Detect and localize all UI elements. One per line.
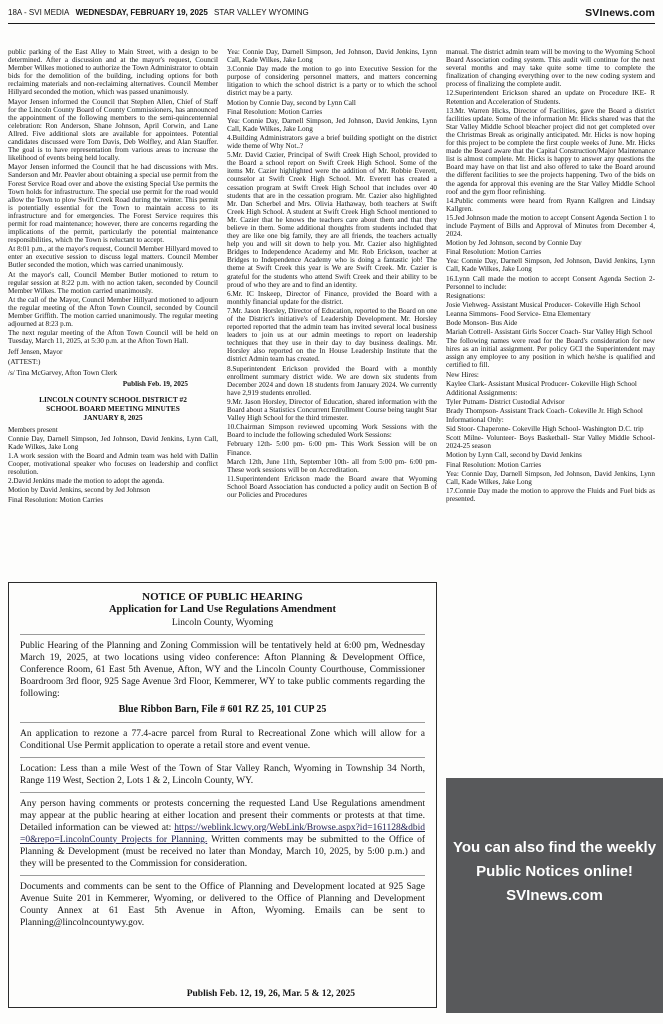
paragraph: Motion by David Jenkins, second by Jed Johnson bbox=[8, 486, 151, 495]
notice-county: Lincoln County, Wyoming bbox=[171, 617, 274, 628]
paragraph: 13.Mr. Warren Hicks, Director of Facilities, gave the Board a district facilities update. Some of the information Mr. Hicks shared was that the Star Valley Middle School bleacher project did not get completed over the Christmas Break as originally anticipated. Mr. Hicks is now hoping for this project to be complete the first couple weeks of June. Mr. Hicks made the Board aware that the Capital Construction/Major Maintenance list is almost complete. Mr. Hicks is happy to answer any questions the Board may have on that list and also offered to take the Board around the different facilities to see the projects happening. Two of the bids on the agenda for approval this evening are the Star Valley Middle School roof and the gym floor refinishing. bbox=[446, 106, 655, 196]
heading-line: SCHOOL BOARD MEETING MINUTES bbox=[46, 403, 180, 413]
notice-comments-text: Any person having comments or protests concerning the requested Land Use Regulations amendment may appear at the public hearing at either location and present their comments or protests at that time. Detailed information can be viewed at: bbox=[20, 798, 425, 833]
paragraph: 14.Public comments were heard from Ryann Kallgren and Lindsay Kallgren. bbox=[446, 196, 655, 213]
paragraph: At the mayor's call, Council Member Butler motioned to return to regular session at 8:22 p.m. with no action taken, seconded by Council Member Wilkes. The motion carried unanimously. bbox=[8, 270, 218, 295]
divider bbox=[20, 792, 425, 793]
paragraph: The next regular meeting of the Afton Town Council will be held on Tuesday, March 11, 2025, at 5:30 p.m. at the Afton Town Hall. bbox=[8, 329, 218, 346]
paragraph: At the call of the Mayor, Council Member Hillyard motioned to adjourn the regular meeting of the Afton Town Council, seconded by Council Member Griffith. The motion carried unanimously. The regular meeting adjourned at 8:23 p.m. bbox=[8, 295, 218, 329]
weblink-url[interactable]: https://weblink.lcwy.org/WebLink/Browse.aspx?id=161128&dbid=0&repo=LincolnCounty Projects for Planning. bbox=[20, 822, 425, 845]
paragraph: Yea: Connie Day, Darnell Simpson, Jed Johnson, David Jenkins, Lynn Call, Kade Wilkes, Jake Long bbox=[446, 469, 655, 486]
heading-line: JANUARY 8, 2025 bbox=[83, 412, 143, 422]
paragraph: 1.A work session with the Board and Admin team was held with Dallin Cooper, motivational speaker who focuses on leadership and conflict resolution. bbox=[8, 452, 218, 477]
spacer bbox=[20, 929, 425, 989]
notice-documents: Documents and comments can be sent to the Office of Planning and Development located at 925 Sage Avenue Suite 201 in Kemmerer, Wyoming, or delivered to the Office of Planning and Development County Annex at 61 East 5th Avenue in Afton, Wyoming. Emails can be sent to Planning@lincolncountywy.gov. bbox=[20, 881, 425, 928]
paragraph: Leanna Simmons- Food Service- Etna Elementary bbox=[446, 309, 591, 318]
page-number-label: 18A - SVI MEDIA bbox=[8, 8, 70, 17]
divider bbox=[20, 875, 425, 876]
notice-comments-text: Written comments may be submitted to the Office of Planning & Development (must be received no later than Monday, March 10, 2025, by 5:00 p.m.) and they will be presented to the Commission for consideration. bbox=[20, 834, 425, 869]
paragraph: 15.Jed Johnson made the motion to accept Consent Agenda Section 1 to include Payment of Bills and Approval of Minutes from December 4, 2024. bbox=[446, 213, 655, 239]
paragraph: Yea: Connie Day, Darnell Simpson, Jed Johnson, David Jenkins, Lynn Call, Kade Wilkes, Jake Long bbox=[227, 48, 437, 65]
page-header bbox=[8, 8, 655, 24]
notice-title: NOTICE OF PUBLIC HEARING bbox=[142, 591, 303, 603]
paragraph: 3.Connie Day made the motion to go into Executive Session for the purpose of considering personnel matters, and matters concerning litigation to which the school district is a party or to which the school district may be a party. bbox=[227, 65, 437, 98]
notice-location: Location: Less than a mile West of the Town of Star Valley Ranch, Wyoming in Township 34 North, Range 119 West, Section 2, Lots 1 & 2, Lincoln County, WY. bbox=[20, 763, 425, 786]
divider bbox=[20, 757, 425, 758]
paragraph: 10.Chairman Simpson reviewed upcoming Work Sessions with the Board to include the following scheduled Work Sessions: bbox=[227, 423, 437, 440]
paragraph: February 12th- 5:00 pm- 6:00 pm- This Work Session will be on Finance. bbox=[227, 440, 437, 457]
paragraph: public parking of the East Alley to Main Street, with a design to be determined. After a discussion and at the mayor's request, Council Member Wilkes motioned to authorize the Town Administrator to obtain bids for the demolition of the building, including options for both reclaiming materials and non-reclaiming alternatives. Council Member Hillyard seconded the motion, which was passed unanimously. bbox=[8, 48, 218, 97]
paragraph: Yea: Connie Day, Darnell Simpson, Jed Johnson, David Jenkins, Lynn Call, Kade Wilkes, Jake Long bbox=[227, 116, 437, 133]
divider bbox=[20, 722, 425, 723]
paragraph: New Hires: bbox=[446, 370, 479, 379]
paragraph: 12.Superintendent Erickson shared an update on Procedure IKE- R Retention and Acceleration of Students. bbox=[446, 89, 655, 106]
promo-site-link[interactable]: SVInews.com bbox=[506, 887, 603, 904]
paragraph: Motion by Lynn Call, second by David Jenkins bbox=[446, 451, 582, 460]
notice-application: An application to rezone a 77.4-acre parcel from Rural to Recreational Zone which will allow for a Conditional Use Permit application to operate a retail store and event venue. bbox=[20, 728, 425, 751]
paragraph: Motion by Connie Day, second by Lynn Call bbox=[227, 98, 356, 107]
paragraph: 4.Building Administrators gave a brief building spotlight on the district wide theme of Why Not..? bbox=[227, 133, 437, 151]
paragraph: 8.Superintendent Erickson provided the Board with a monthly enrollment summary district wide. We are down six students from December 2024 and down 18 students from January 2024. We currently have 2,919 students enrolled. bbox=[227, 364, 437, 397]
paragraph: 7.Mr. Jason Horsley, Director of Education, reported to the Board on one of the District's initiative's of Leadership Development. Mr. Horsley reported reported that the admin team has invited several local business leaders to join us at our admin meetings to report on leadership techniques that they use in their day to day business dealings. Mr. Horsley also reported on the In House Leadership Institute that the district Admin team has created. bbox=[227, 306, 437, 364]
paragraph: Connie Day, Darnell Simpson, Jed Johnson, David Jenkins, Lynn Call, Kade Wilkes, Jake Long bbox=[8, 434, 218, 451]
paragraph: Sid Stoor- Chaperone- Cokeville High School- Washington D.C. trip bbox=[446, 425, 644, 434]
signature-line: (ATTEST:) bbox=[8, 358, 41, 367]
school-board-minutes bbox=[8, 426, 218, 504]
paragraph: Final Resolution: Motion Carries bbox=[446, 248, 542, 257]
website-label: SVInews.com bbox=[585, 7, 655, 19]
notice-intro: Public Hearing of the Planning and Zoning Commission will be tentatively held at 6:00 pm, Wednesday March 19, 2025, at two locations using video conference: Afton Planning & Development Office, Conference Room, 61 East 5th Avenue, Afton, WY and the Lincoln County Courthouse, Commissioner Boardroom 3rd floor, 925 Sage Avenue 3rd Floor, Kemmerer, WY to take public comments regarding the following: bbox=[20, 640, 425, 699]
paragraph: 6.Mr. IC Inskeep, Director of Finance, provided the Board with a monthly financial update for the district. bbox=[227, 289, 437, 306]
promo-line: You can also find the weekly bbox=[452, 839, 657, 856]
heading-line: LINCOLN COUNTY SCHOOL DISTRICT #2 bbox=[39, 394, 187, 404]
notice-subtitle: Application for Land Use Regulations Amendment bbox=[108, 604, 337, 615]
paragraph: 11.Superintendent Erickson made the Board aware that Wyoming School Board Association has conducted a policy audit on Section B of our Policies and Procedures bbox=[227, 474, 437, 499]
notice-publish-dates: Publish Feb. 12, 19, 26, Mar. 5 & 12, 2025 bbox=[186, 989, 355, 999]
paragraph: Final Resolution: Motion Carries bbox=[446, 460, 542, 469]
paragraph: March 12th, June 11th, September 10th- all from 5:00 pm- 6:00 pm- These work sessions will be on Accreditation. bbox=[227, 457, 437, 474]
paragraph: 16.Lynn Call made the motion to accept Consent Agenda Section 2- Personnel to include: bbox=[446, 274, 655, 291]
paragraph: Scott Milne- Volunteer- Boys Basketball- Star Valley Middle School- 2024-25 season bbox=[446, 434, 655, 451]
divider bbox=[20, 634, 425, 635]
paragraph: The following names were read for the Board's consideration for new hires as an initial assignment. Per policy GCI the Superintendent may assign any employee to any position in which he/she is qualified and certified to fill. bbox=[446, 337, 655, 370]
paragraph: Members present bbox=[8, 425, 58, 434]
town-council-minutes bbox=[8, 48, 218, 345]
paragraph: Mayor Jensen informed the Council that Stephen Allen, Chief of Staff for the Lincoln County Board of County Commissioners, has announced the appointment of the following members to the semi-quincentennial celebration: Ron Anderson, Shane Johnson, April Corwin, and Lane Allred. Five additional slots are available for appointees. Potential candidates discussed were Tom Davis, Deb Wolfley, and Alan Stauffer. The goal is to have representation from various areas to increase the likelihood of events being held locally. bbox=[8, 97, 218, 163]
paragraph: Tyler Putnam- District Custodial Advisor bbox=[446, 397, 565, 406]
public-hearing-notice bbox=[8, 582, 437, 1008]
paragraph: 2.David Jenkins made the motion to adopt the agenda. bbox=[8, 477, 165, 486]
issue-date: WEDNESDAY, FEBRUARY 19, 2025 bbox=[75, 8, 208, 17]
paragraph: 5.Mr. David Cazier, Principal of Swift Creek High School, provided to the Board a school report on Swift Creek High School. Some of the items Mr. Cazier highlighted were the addition of Mr. Robbie Everett, counselor at Swift Creek High School. Mr. Everett has created a cessation program at Swift Creek High School that includes over 40 students that are in the cessation program. Mr. Cazier also highlighted Mr. Dan Scherbel and Mrs. Olivia Hathaway, both teachers at Swift Creek High School. A student at Swift Creek High School mentioned to Mr. Cazier that he knows the teachers care about them and that they believe in them. Some additional thoughts from students included that they are like one big family, they are all friends, the teachers actually help you and will sit down to help you. Mr. Cazier also highlighted Bridges to Independence Academy and Mr. Rob Erickson, teacher at Bridges to Independence Academy who is doing a fantastic job! The theme at Swift Creek this year is We are Swift Creek. Mr. Cazier is grateful for the students who attend Swift Creek and their ability to be proud of who they are and to find an identity. bbox=[227, 151, 437, 289]
paragraph: Mayor Jensen informed the Council that he had discussions with Mrs. Sanderson and Mr. Peavler about obtaining a special use permit from the Forest Service Road over and above the existing Special Use permits the Town holds for infrastructure. The special use permit for the road would allow the Town to plow Swift Creek Road during the winter. This permit is potentially essential for the Town to maintain access to its infrastructure and for emergencies. The Forest Service requires this permit for road maintenance; however, there are concerns regarding the implications of the permit, particularly the potential maintenance responsibilities, which the Town is reluctant to accept. bbox=[8, 163, 218, 245]
column-middle bbox=[227, 48, 437, 578]
paragraph: Mariah Cottrell- Assistant Girls Soccer Coach- Star Valley High School bbox=[446, 328, 653, 337]
publish-date: Publish Feb. 19, 2025 bbox=[122, 379, 188, 388]
paragraph: Yea: Connie Day, Darnell Simpson, Jed Johnson, David Jenkins, Lynn Call, Kade Wilkes, Jake Long bbox=[446, 257, 655, 274]
paragraph: Motion by Jed Johnson, second by Connie Day bbox=[446, 239, 582, 248]
school-board-heading bbox=[8, 395, 218, 422]
paragraph: At 8:01 p.m., at the mayor's request, Council Member Hillyard moved to enter an executive session to discuss legal matters. Council Member Butler seconded the motion, which was carried unanimously. bbox=[8, 245, 218, 270]
signature-line: Jeff Jensen, Mayor bbox=[8, 348, 63, 357]
paragraph: Brady Thompson- Assistant Track Coach- Cokeville Jr. High School bbox=[446, 406, 643, 415]
paragraph: 9.Mr. Jason Horsley, Director of Education, shared information with the Board about a Statistics Concurrent Enrollment Course being taught Star Valley High School for the third trimester. bbox=[227, 397, 437, 423]
promo-line: Public Notices online! bbox=[476, 863, 633, 880]
notice-file-number: Blue Ribbon Barn, File # 601 RZ 25, 101 CUP 25 bbox=[118, 703, 327, 715]
paragraph: Additional Assignments: bbox=[446, 388, 518, 397]
paragraph: Final Resolution: Motion Carries bbox=[8, 495, 104, 504]
signature-block bbox=[8, 348, 218, 376]
column-right bbox=[446, 48, 655, 774]
paragraph: 17.Connie Day made the motion to approve the Fluids and Fuel bids as presented. bbox=[446, 486, 655, 503]
paragraph: manual. The district admin team will be moving to the Wyoming School Board Association coding system. This audit will continue for the next several months and may take quite some time to complete the finalization of changing everything over to the new coding system and process of finalizing the complete audit. bbox=[446, 48, 655, 89]
paragraph: Final Resolution: Motion Carries bbox=[227, 107, 323, 116]
notice-comments bbox=[20, 798, 425, 870]
paragraph: Resignations: bbox=[446, 291, 486, 300]
region-label: STAR VALLEY WYOMING bbox=[214, 8, 309, 17]
paragraph: Josie Viehweg- Assistant Musical Producer- Cokeville High School bbox=[446, 300, 641, 309]
signature-line: /s/ Tina McGarvey, Afton Town Clerk bbox=[8, 368, 118, 377]
paragraph: Kaylee Clark- Assistant Musical Producer- Cokeville High School bbox=[446, 379, 637, 388]
column-left bbox=[8, 48, 218, 578]
public-notices-promo bbox=[446, 778, 663, 1013]
paragraph: Bode Monson- Bus Aide bbox=[446, 319, 518, 327]
masthead-info bbox=[8, 8, 313, 18]
paragraph: Informational Only: bbox=[446, 416, 504, 425]
